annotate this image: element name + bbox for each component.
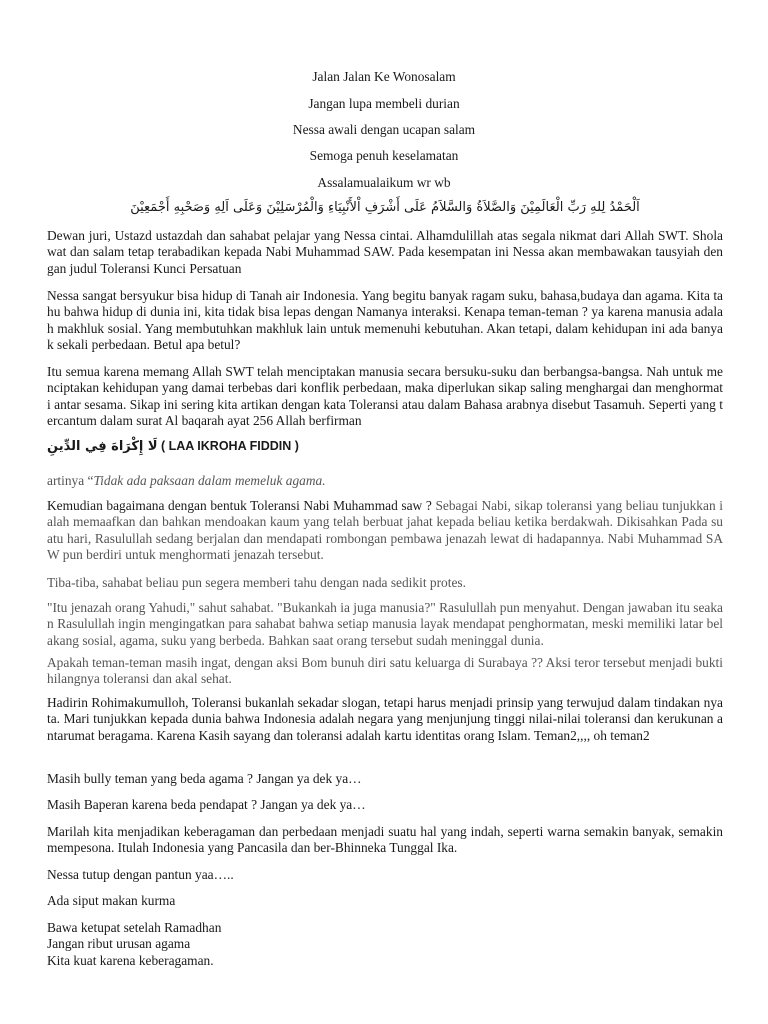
pantun-line-2: Jangan ribut urusan agama — [47, 936, 191, 951]
paragraph-baperan: Masih Baperan karena beda pendapat ? Jangan ya dek ya… — [47, 797, 366, 812]
pantun-line-1: Bawa ketupat setelah Ramadhan — [47, 920, 222, 935]
verse-line — [47, 438, 723, 455]
header-line-3: Nessa awali dengan ucapan salam — [292, 122, 476, 137]
verse-latin: ( LAA IKROHA FIDDIN ) — [160, 439, 299, 453]
verse-arabic: لَا إِكْرَاهَ فِي الدِّينِ — [47, 439, 158, 454]
header-line-4: Semoga penuh keselamatan — [309, 148, 459, 163]
paragraph-hadirin: Hadirin Rohimakumulloh, Toleransi bukanlah sekadar slogan, tetapi harus menjadi prinsip yang terwujud dalam tindakan nyata. Mari tunjukkan kepada dunia bahwa Indonesia adalah negara yang menjunjung tinggi nilai-nilai toleransi dan kerukunan antarumat beragama. Karena Kasih sayang dan toleransi adalah kartu identitas orang Islam. Teman2,,,, oh teman2 — [47, 695, 723, 743]
meaning-prefix: artinya “ — [47, 473, 94, 488]
header-line-2: Jangan lupa membeli durian — [308, 96, 460, 111]
paragraph-surabaya: Apakah teman-teman masih ingat, dengan aksi Bom bunuh diri satu keluarga di Surabaya ?? Aksi teror tersebut menjadi bukti hilangnya toleransi dan akal sehat. — [47, 655, 723, 687]
paragraph-pantun-intro: Nessa tutup dengan pantun yaa….. — [47, 867, 234, 882]
paragraph-story — [47, 498, 723, 564]
paragraph-jenazah: "Itu jenazah orang Yahudi," sahut sahabat. "Bukankah ia juga manusia?" Rasulullah pun menyahut. Dengan jawaban itu seakan Rasulullah ingin mengingatkan para sahabat bahwa setiap manusia layak mendapat penghormatan, meski memiliki latar belakang sosial, agama, suku yang berbeda. Bahkan saat orang tersebut sudah meninggal dunia. — [47, 600, 723, 648]
paragraph-keberagaman: Marilah kita menjadikan keberagaman dan perbedaan menjadi suatu hal yang indah, seperti warna semakin banyak, semakin mempesona. Itulah Indonesia yang Pancasila dan ber-Bhinneka Tunggal Ika. — [47, 824, 723, 856]
verse-meaning — [47, 473, 723, 489]
paragraph-bully: Masih bully teman yang beda agama ? Jangan ya dek ya… — [47, 771, 362, 786]
story-rest: Sebagai Nabi, sikap toleransi yang beliau tunjukkan ialah memaafkan dan bahkan mendoakan kaum yang telah berbuat jahat kepada beliau ketika berdakwah. Dikisahkan Pada suatu hari, Rasulullah sedang berjalan dan mendapati rombongan pembawa jenazah lewat di hadapannya. Nabi Muhammad SAW pun berdiri untuk menghormati jenazah tersebut. — [47, 498, 723, 563]
header-line-5: Assalamualaikum wr wb — [317, 175, 451, 190]
pantun-line-3: Kita kuat karena keberagaman. — [47, 953, 214, 968]
header-line-1: Jalan Jalan Ke Wonosalam — [312, 69, 456, 84]
paragraph-protest: Tiba-tiba, sahabat beliau pun segera memberi tahu dengan nada sedikit protes. — [47, 575, 466, 590]
paragraph-gratitude: Nessa sangat bersyukur bisa hidup di Tanah air Indonesia. Yang begitu banyak ragam suku, bahasa,budaya dan agama. Kita tahu bahwa hidup di dunia ini, kita tidak bisa lepas dengan Namanya interaksi. Kenapa teman-teman ? ya karena manusia adalah makhluk sosial. Yang membutuhkan makhluk lain untuk memenuhi kebutuhan. Akan tetapi, dalam kehidupan ini ada banyak sekali perbedaan. Betul apa betul? — [47, 288, 723, 353]
meaning-text: Tidak ada paksaan dalam memeluk agama. — [93, 473, 326, 488]
paragraph-siput: Ada siput makan kurma — [47, 893, 176, 908]
paragraph-opening: Dewan juri, Ustazd ustazdah dan sahabat pelajar yang Nessa cintai. Alhamdulillah atas segala nikmat dari Allah SWT. Sholawat dan salam tetap terabadikan kepada Nabi Muhammad SAW. Pada kesempatan ini Nessa akan membawakan tausyiah dengan judul Toleransi Kunci Persatuan — [47, 228, 723, 276]
arabic-opening: اَلْحَمْدُ لِلهِ رَبِّ الْعَالَمِيْنَ وَالصَّلاَةُ وَالسَّلاَمُ عَلَى أَشْرَفِ اْلأَنْبِيَاءِ وَالْمُرْسَلِيْنَ وَعَلَى اَلِهِ وَصَحْبِهِ أَجْمَعِيْنَ — [130, 200, 640, 215]
story-lead: Kemudian bagaimana dengan bentuk Toleransi Nabi Muhammad saw ? — [47, 498, 436, 513]
paragraph-creation: Itu semua karena memang Allah SWT telah menciptakan manusia secara bersuku-suku dan berbangsa-bangsa. Nah untuk menciptakan kehidupan yang damai terbebas dari konflik perbedaan, maka diperlukan sikap saling menghargai dan menghormati antar sesama. Sikap ini sering kita artikan dengan kata Toleransi atau dalam Bahasa arabnya disebut Tasamuh. Seperti yang tercantum dalam surat Al baqarah ayat 256 Allah berfirman — [47, 364, 723, 429]
